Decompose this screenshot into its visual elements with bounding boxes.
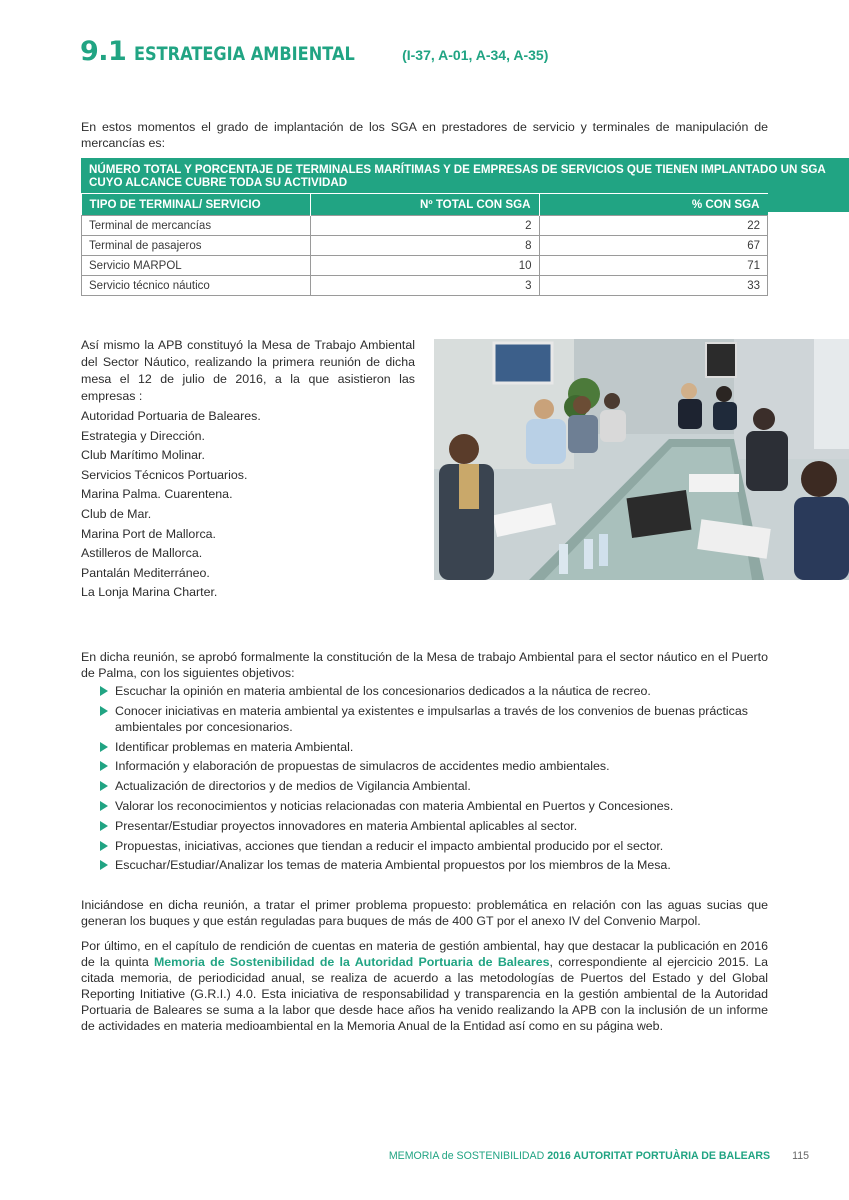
company-item: Estrategia y Dirección. [81, 428, 205, 443]
company-item: Pantalán Mediterráneo. [81, 565, 210, 580]
objective-text: Actualización de directorios y de medios de Vigilancia Ambiental. [115, 779, 471, 794]
objective-text: Valorar los reconocimientos y noticias relacionadas con materia Ambiental en Puertos y Concesiones. [115, 798, 674, 813]
ultimo-text-after: , correspondiente al ejercicio 2015. La citada memoria, de periodicidad anual, se realiza de acuerdo a las metodologías de Puertos del Estado y del Global Reporting Initiative (G.R.I.) 4.0. Esta iniciativa de responsabilidad y transparencia en la gestión ambiental de la Autoridad Portuaria de Baleares se suma a la labor que desde hace años ha venido realizando la APB con la inclusión de un informe de actividades en materia medioambiental en la Memoria Anual de la Entidad así como en su página web. [81, 955, 768, 1033]
objective-item [100, 758, 770, 774]
objective-text: Escuchar la opinión en materia ambiental de los concesionarios dedicados a la náutica de recreo. [115, 684, 651, 698]
meeting-photo [434, 339, 849, 580]
objective-item [100, 857, 770, 873]
bullet-arrow-icon [100, 841, 108, 851]
page-number: 115 [792, 1150, 809, 1162]
footer-title [389, 1150, 770, 1162]
cell-total: 10 [310, 256, 539, 276]
company-item: Astilleros de Mallorca. [81, 546, 203, 561]
bullet-arrow-icon [100, 742, 108, 752]
bullet-arrow-icon [100, 821, 108, 831]
reunion-paragraph: En dicha reunión, se aprobó formalmente la constitución de la Mesa de trabajo Ambiental para el sector náutico en el Puerto de Palma, con los siguientes objetivos: [81, 650, 768, 680]
bullet-arrow-icon [100, 686, 108, 696]
company-item: La Lonja Marina Charter. [81, 585, 218, 600]
table-header-extension [768, 190, 849, 212]
company-item: Club Marítimo Molinar. [81, 448, 205, 463]
objective-text: Presentar/Estudiar proyectos innovadores en materia Ambiental aplicables al sector. [115, 818, 578, 833]
objective-item [100, 683, 770, 699]
company-item: Servicios Técnicos Portuarios. [81, 467, 248, 482]
table-row [82, 256, 768, 276]
objectives-list [100, 683, 770, 877]
objective-item [100, 818, 770, 834]
cell-percent: 71 [539, 256, 768, 276]
cell-total: 2 [310, 216, 539, 236]
cell-tipo: Terminal de pasajeros [82, 236, 311, 256]
section-codes: (I-37, A-01, A-34, A-35) [402, 47, 549, 63]
section-heading [80, 36, 548, 70]
cell-total: 8 [310, 236, 539, 256]
intro-paragraph: En estos momentos el grado de implantación de los SGA en prestadores de servicio y terminales de manipulación de mercancías es: [81, 120, 768, 150]
header-tipo: TIPO DE TERMINAL/ SERVICIO [82, 194, 311, 216]
footer-de: de [441, 1150, 454, 1162]
table-row [82, 276, 768, 296]
sga-data-table [81, 193, 768, 296]
objective-text: Escuchar/Estudiar/Analizar los temas de materia Ambiental propuestos por los miembros de la Mesa. [115, 858, 671, 873]
ultimo-paragraph [81, 938, 768, 1034]
table-row [82, 236, 768, 256]
header-percent: % CON SGA [539, 194, 768, 216]
cell-percent: 22 [539, 216, 768, 236]
objective-text: Información y elaboración de propuestas de simulacros de accidentes medio ambientales. [115, 759, 610, 774]
objective-item [100, 778, 770, 794]
memoria-highlight: Memoria de Sostenibilidad de la Autoridad Portuaria de Baleares [153, 955, 550, 969]
mesa-section [81, 337, 415, 603]
footer-entity: 2016 AUTORITAT PORTUÀRIA DE BALEARS [547, 1150, 771, 1162]
footer-sostenibilidad: SOSTENIBILIDAD [456, 1150, 545, 1162]
company-item: Club de Mar. [81, 506, 152, 521]
objective-text: Conocer iniciativas en materia ambiental ya existentes e impulsarlas a través de los convenios de buenas prácticas ambientales por concesionarios. [115, 703, 748, 734]
cell-percent: 33 [539, 276, 768, 296]
cell-tipo: Servicio MARPOL [82, 256, 311, 276]
bullet-arrow-icon [100, 761, 108, 771]
section-number: 9.1 [80, 36, 127, 67]
objective-item [100, 838, 770, 854]
inicio-paragraph: Iniciándose en dicha reunión, a tratar el primer problema propuesto: problemática en relación con las aguas sucias que generan los buques y que están reguladas para buques de más de 400 GT por el anexo IV del Convenio Marpol. [81, 898, 768, 928]
objective-item [100, 739, 770, 755]
meeting-photo-illustration [434, 339, 849, 580]
bullet-arrow-icon [100, 860, 108, 870]
table-title: NÚMERO TOTAL Y PORCENTAJE DE TERMINALES MARÍTIMAS Y DE EMPRESAS DE SERVICIOS QUE TIENEN IMPLANTADO UN SGA CUYO ALCANCE CUBRE TODA SU ACTIVIDAD [81, 158, 849, 193]
company-item: Autoridad Portuaria de Baleares. [81, 409, 261, 423]
company-item: Marina Palma. Cuarentena. [81, 487, 233, 502]
cell-total: 3 [310, 276, 539, 296]
company-item: Marina Port de Mallorca. [81, 526, 216, 541]
ultimo-text-before: Por último, en el capítulo de rendición de cuentas en materia de gestión ambiental, hay que destacar la publicación en 2016 de la quinta [81, 939, 768, 969]
table-header-row [82, 194, 768, 216]
cell-percent: 67 [539, 236, 768, 256]
bullet-arrow-icon [100, 706, 108, 716]
section-title: ESTRATEGIA AMBIENTAL [134, 43, 356, 65]
cell-tipo: Servicio técnico náutico [82, 276, 311, 296]
table-row [82, 216, 768, 236]
header-total: Nº TOTAL CON SGA [310, 194, 539, 216]
objective-item [100, 703, 770, 735]
page-footer [389, 1150, 809, 1162]
cell-tipo: Terminal de mercancías [82, 216, 311, 236]
sga-table [81, 158, 849, 296]
objective-text: Propuestas, iniciativas, acciones que tiendan a reducir el impacto ambiental producido por el sector. [115, 838, 664, 853]
bullet-arrow-icon [100, 781, 108, 791]
objective-text: Identificar problemas en materia Ambiental. [115, 739, 354, 754]
bullet-arrow-icon [100, 801, 108, 811]
footer-memoria: MEMORIA [388, 1150, 439, 1162]
objective-item [100, 798, 770, 814]
mesa-intro: Así mismo la APB constituyó la Mesa de Trabajo Ambiental del Sector Náutico, realizando la primera reunión de dicha mesa el 12 de julio de 2016, a la que asistieron las empresas : [81, 338, 415, 403]
